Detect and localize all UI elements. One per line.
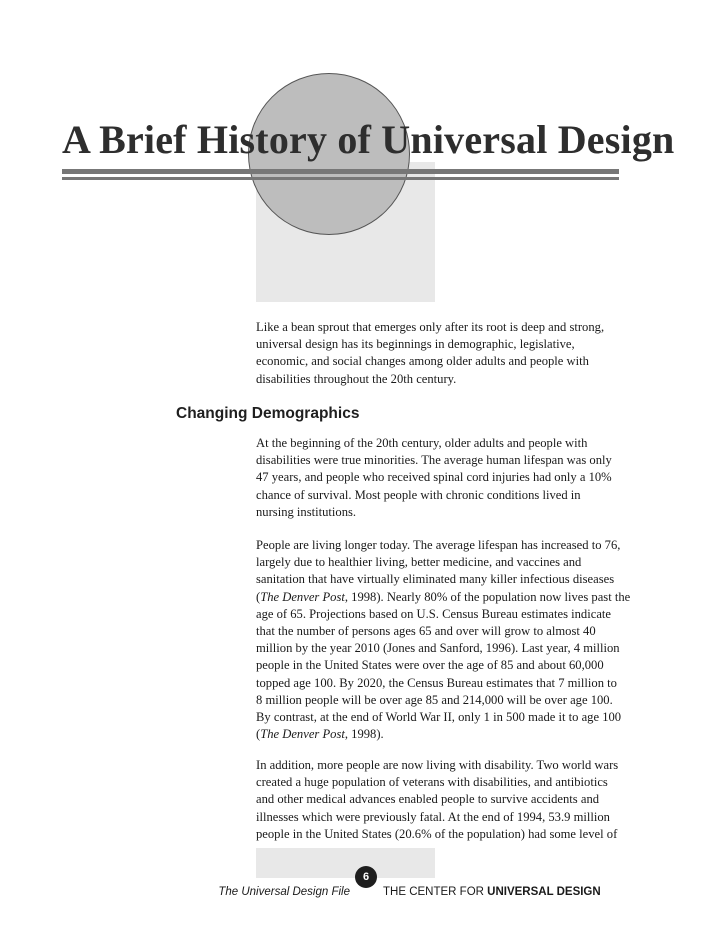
footer-organization-name: UNIVERSAL DESIGN: [487, 886, 601, 898]
paragraph-line: (The Denver Post, 1998). Nearly 80% of the population now lives past the: [256, 589, 631, 604]
paragraph-line: age of 65. Projections based on U.S. Census Bureau estimates indicate: [256, 606, 611, 621]
intro-paragraph: [256, 319, 656, 388]
paragraph-line: million by the year 2010 (Jones and Sanford, 1996). Last year, 4 million: [256, 641, 620, 656]
paragraph-line: At the beginning of the 20th century, older adults and people with: [256, 436, 588, 450]
paragraph-1: [256, 435, 656, 521]
paragraph-line: topped age 100. By 2020, the Census Bureau estimates that 7 million to: [256, 675, 617, 690]
citation-source: The Denver Post: [260, 589, 345, 604]
paragraph-line: (The Denver Post, 1998).: [256, 727, 384, 742]
paragraph-line: and other medical advances enabled people to survive accidents and: [256, 792, 600, 807]
paragraph-line: sanitation that have virtually eliminated many killer infectious diseases: [256, 572, 615, 587]
paragraph-line: people in the United States (20.6% of the population) had some level of: [256, 826, 618, 841]
paragraph-2: [256, 537, 656, 743]
intro-line: Like a bean sprout that emerges only after its root is deep and strong,: [256, 320, 605, 334]
page-title: A Brief History of Universal Design: [62, 117, 675, 162]
paragraph-line: chance of survival. Most people with chronic conditions lived in: [256, 487, 581, 502]
paragraph-line: 47 years, and people who received spinal cord injuries had only a 10%: [256, 470, 612, 485]
footer-organization-prefix: THE CENTER FOR: [383, 886, 484, 898]
paragraph-line: disabilities were true minorities. The average human lifespan was only: [256, 453, 612, 468]
intro-line: universal design has its beginnings in demographic, legislative,: [256, 337, 575, 352]
paragraph-line: created a huge population of veterans with disabilities, and antibiotics: [256, 775, 608, 790]
paragraph-line: illnesses which were previously fatal. At the end of 1994, 53.9 million: [256, 809, 610, 824]
title-rule-thin: [62, 177, 619, 180]
paragraph-line: nursing institutions.: [256, 504, 357, 519]
paragraph-3: [256, 757, 656, 843]
title-rule-thick: [62, 169, 619, 174]
section-heading: Changing Demographics: [176, 405, 360, 422]
citation-source: The Denver Post: [260, 727, 345, 742]
paragraph-line: 8 million people will be over age 85 and 214,000 will be over age 100.: [256, 692, 613, 707]
page-number-badge: 6: [355, 866, 377, 888]
intro-line: economic, and social changes among older adults and people with: [256, 354, 589, 369]
paragraph-line: largely due to healthier living, better medicine, and vaccines and: [256, 555, 582, 570]
paragraph-line: In addition, more people are now living with disability. Two world wars: [256, 758, 619, 772]
footer-decorative-rectangle: [256, 848, 435, 878]
intro-line: disabilities throughout the 20th century.: [256, 371, 457, 386]
footer-publication-title: The Universal Design File: [218, 886, 350, 898]
footer-organization: [383, 885, 601, 899]
paragraph-line: people in the United States were over the age of 85 and about 60,000: [256, 658, 604, 673]
paragraph-line: People are living longer today. The average lifespan has increased to 76,: [256, 538, 621, 552]
paragraph-line: By contrast, at the end of World War II, only 1 in 500 made it to age 100: [256, 710, 622, 725]
paragraph-line: that the number of persons ages 65 and over will grow to almost 40: [256, 624, 596, 639]
